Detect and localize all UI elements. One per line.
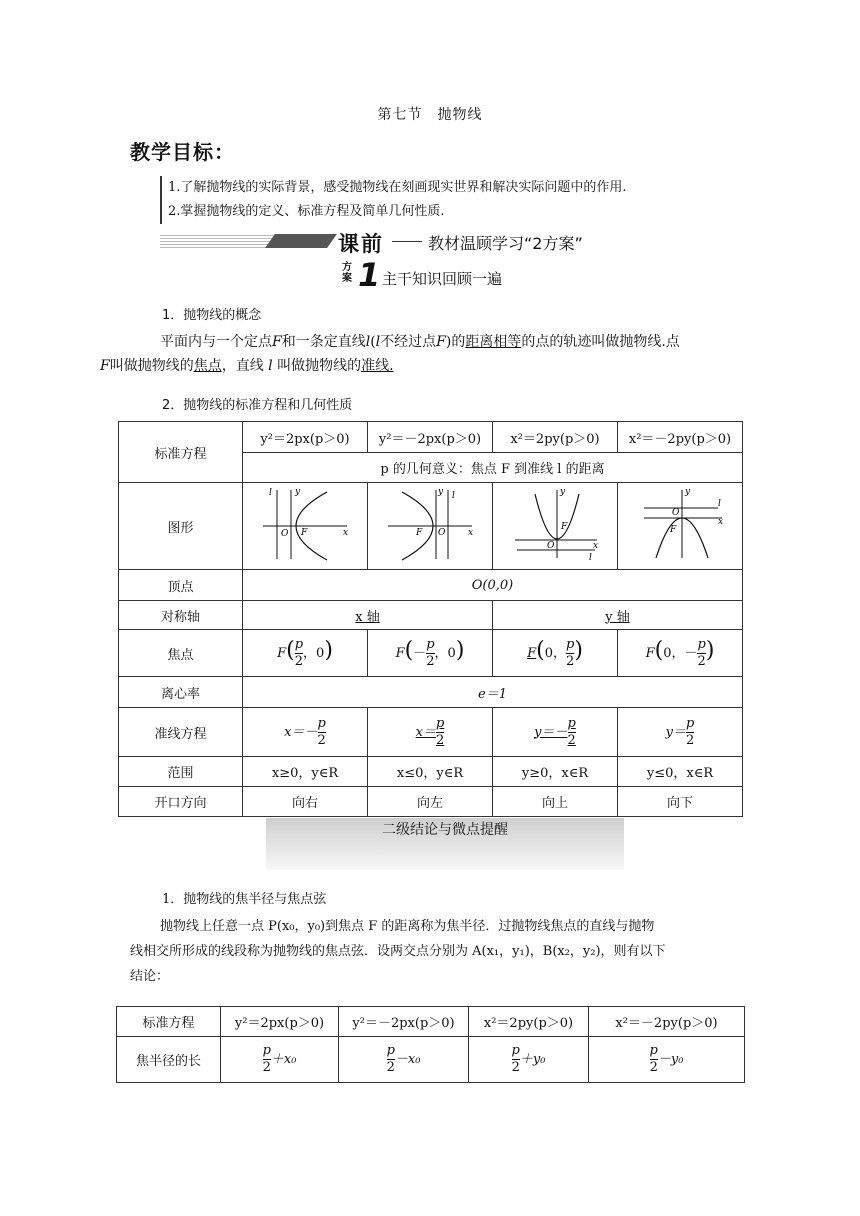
denominator: 2 bbox=[686, 732, 695, 748]
focus-pre: 0， bbox=[544, 645, 566, 661]
directrix-lhs: x＝ bbox=[415, 724, 436, 740]
paragraph-line: 线相交所形成的线段称为抛物线的焦点弦．设两交点分别为 A(x₁，y₁)，B(x₂，y₂)，则有以下 bbox=[130, 944, 666, 959]
underlined-term: 焦点 bbox=[193, 358, 222, 374]
header-cell: 标准方程 bbox=[117, 1007, 221, 1037]
row-label: 离心率 bbox=[119, 677, 243, 708]
focal-radius-rest: ＋x₀ bbox=[270, 1052, 297, 1067]
band-title: 二级结论与微点提醒 bbox=[382, 822, 508, 838]
section-banner bbox=[160, 232, 760, 294]
parabola-up-graph bbox=[505, 484, 605, 564]
focal-radius-cell bbox=[589, 1037, 745, 1083]
denominator: 2 bbox=[426, 653, 435, 669]
fraction bbox=[568, 716, 576, 749]
parabola-right-graph bbox=[255, 484, 355, 564]
graph-label-l: l bbox=[269, 488, 272, 498]
fraction bbox=[387, 1043, 395, 1076]
graph-label-x: x bbox=[718, 517, 724, 527]
page-title: 第七节 抛物线 bbox=[377, 107, 483, 123]
underlined-term: 距离相等 bbox=[465, 334, 522, 350]
focus-cell bbox=[493, 630, 618, 677]
fraction bbox=[426, 637, 434, 670]
graph-label-l: l bbox=[718, 499, 721, 509]
row-label: 图形 bbox=[119, 483, 243, 570]
text: 叫做抛物线的 bbox=[277, 358, 362, 374]
graph-label-x: x bbox=[593, 541, 599, 551]
graph-label-F: F bbox=[670, 525, 677, 535]
row-label: 范围 bbox=[119, 757, 243, 787]
banner-dash bbox=[392, 241, 422, 242]
denominator: 2 bbox=[294, 653, 303, 669]
paren: ) bbox=[324, 637, 333, 663]
focal-radius-paragraph bbox=[130, 914, 735, 989]
fraction bbox=[686, 716, 694, 749]
range-cell: y≤0，x∈R bbox=[618, 757, 743, 787]
equation-cell: y²＝－2px(p＞0) bbox=[368, 422, 493, 453]
fraction bbox=[697, 637, 705, 670]
denominator: 2 bbox=[649, 1060, 658, 1075]
denominator: 2 bbox=[697, 653, 706, 669]
goals-heading: 教学目标： bbox=[130, 140, 235, 164]
graph-cell bbox=[618, 483, 743, 570]
vertex-cell: O(0,0) bbox=[243, 570, 743, 601]
parabola-down-graph bbox=[630, 484, 730, 564]
row-label: 准线方程 bbox=[119, 708, 243, 757]
numerator: p bbox=[317, 715, 326, 731]
numerator: p bbox=[294, 636, 304, 652]
graph-label-O: O bbox=[281, 529, 289, 539]
plan-number: 1 bbox=[358, 256, 381, 294]
paren: ( bbox=[286, 637, 295, 663]
graph-label-y: y bbox=[685, 487, 691, 497]
focal-radius-cell bbox=[339, 1037, 469, 1083]
focus-pre: － bbox=[413, 645, 427, 661]
graph-label-O: O bbox=[438, 528, 446, 538]
numerator: p bbox=[686, 715, 695, 731]
denominator: 2 bbox=[262, 1060, 271, 1075]
paren: ( bbox=[404, 637, 414, 663]
graph-label-x: x bbox=[468, 528, 474, 538]
plan-label: 方案 bbox=[342, 262, 352, 284]
directrix-lhs: x＝－ bbox=[284, 724, 318, 740]
fraction bbox=[512, 1043, 520, 1076]
plan-title: 主干知识回顾一遍 bbox=[382, 270, 503, 288]
symbol-l: l bbox=[375, 334, 381, 350]
directrix-cell bbox=[493, 708, 618, 757]
graph-label-F: F bbox=[416, 528, 423, 538]
range-cell: x≥0，y∈R bbox=[243, 757, 368, 787]
focus-cell bbox=[618, 630, 743, 677]
row-label: 顶点 bbox=[119, 570, 243, 601]
graph-cell bbox=[368, 483, 493, 570]
text: 不经过点 bbox=[380, 334, 437, 350]
graph-label-O: O bbox=[547, 541, 555, 551]
symbol-F: F bbox=[100, 358, 110, 374]
banner-slant bbox=[265, 234, 337, 248]
denominator: 2 bbox=[436, 732, 445, 748]
fraction bbox=[263, 1043, 271, 1076]
goals-list bbox=[160, 176, 768, 224]
header-cell: y²＝－2px(p＞0) bbox=[339, 1007, 469, 1037]
paren: ) bbox=[574, 637, 583, 663]
banner-subtitle: 教材温顾学习“2方案” bbox=[428, 234, 583, 253]
opening-cell: 向左 bbox=[368, 787, 493, 817]
header-cell: x²＝－2py(p＞0) bbox=[589, 1007, 745, 1037]
axis-cell: x 轴 bbox=[243, 601, 493, 630]
fraction bbox=[295, 637, 303, 670]
graph-label-O: O bbox=[672, 508, 680, 518]
graph-cell bbox=[493, 483, 618, 570]
focal-radius-rest: －x₀ bbox=[394, 1052, 421, 1067]
paren: ) bbox=[705, 637, 715, 663]
graph-label-y: y bbox=[438, 487, 444, 497]
row-label: 焦半径的长 bbox=[117, 1037, 221, 1083]
fraction bbox=[650, 1043, 658, 1076]
denominator: 2 bbox=[566, 653, 575, 669]
axis-cell: y 轴 bbox=[493, 601, 743, 630]
row-label: 开口方向 bbox=[119, 787, 243, 817]
symbol-F: F bbox=[436, 334, 446, 350]
directrix-lhs: y＝ bbox=[665, 724, 687, 740]
text: 和一条定直线 bbox=[281, 334, 366, 350]
paragraph-line: 结论： bbox=[130, 969, 170, 984]
section-band bbox=[266, 818, 624, 870]
range-cell: y≥0，x∈R bbox=[493, 757, 618, 787]
p-meaning-cell: p 的几何意义：焦点 F 到准线 l 的距离 bbox=[243, 453, 743, 483]
text: 平面内与一个定点 bbox=[160, 334, 272, 350]
row-label: 标准方程 bbox=[119, 422, 243, 483]
equation-cell: x²＝2py(p＞0) bbox=[493, 422, 618, 453]
numerator: p bbox=[436, 715, 445, 731]
focus-symbol: F bbox=[395, 645, 405, 661]
focal-radius-rest: ＋y₀ bbox=[519, 1052, 546, 1067]
opening-cell: 向下 bbox=[618, 787, 743, 817]
paren: ( bbox=[536, 637, 545, 663]
graph-label-y: y bbox=[295, 487, 301, 497]
focus-post: ，0 bbox=[303, 645, 325, 661]
definition-paragraph bbox=[100, 330, 735, 378]
graph-label-x: x bbox=[343, 528, 349, 538]
paren: ( bbox=[654, 637, 664, 663]
goal-item: 1.了解抛物线的实际背景，感受抛物线在刻画现实世界和解决实际问题中的作用. bbox=[168, 180, 627, 195]
numerator: p bbox=[426, 636, 435, 652]
numerator: p bbox=[386, 1043, 395, 1058]
text: )的 bbox=[445, 334, 466, 350]
numerator: p bbox=[511, 1043, 520, 1058]
denominator: 2 bbox=[386, 1060, 395, 1075]
header-cell: y²＝2px(p＞0) bbox=[221, 1007, 339, 1037]
numerator: p bbox=[565, 636, 575, 652]
directrix-lhs: y＝－ bbox=[534, 724, 568, 740]
denominator: 2 bbox=[567, 732, 576, 748]
text: 叫做抛物线的 bbox=[109, 358, 194, 374]
section2-heading: 2．抛物线的标准方程和几何性质 bbox=[162, 398, 353, 413]
section1-heading: 1．抛物线的概念 bbox=[162, 308, 262, 323]
opening-cell: 向上 bbox=[493, 787, 618, 817]
denominator: 2 bbox=[511, 1060, 520, 1075]
graph-label-l: l bbox=[589, 553, 592, 563]
focal-radius-cell bbox=[221, 1037, 339, 1083]
directrix-cell bbox=[243, 708, 368, 757]
text: ，直线 bbox=[221, 358, 264, 374]
directrix-cell bbox=[618, 708, 743, 757]
graph-label-F: F bbox=[301, 528, 308, 538]
row-label: 焦点 bbox=[119, 630, 243, 677]
graph-label-F: F bbox=[561, 522, 568, 532]
focus-symbol: F bbox=[277, 645, 287, 661]
focus-post: ，0 bbox=[434, 645, 456, 661]
symbol-l: l bbox=[365, 334, 371, 350]
numerator: p bbox=[649, 1043, 658, 1058]
symbol-F: F bbox=[272, 334, 282, 350]
focus-symbol: F bbox=[645, 645, 655, 661]
numerator: p bbox=[567, 715, 576, 731]
range-cell: x≤0，y∈R bbox=[368, 757, 493, 787]
focus-symbol: F bbox=[527, 645, 537, 661]
equation-cell: y²＝2px(p＞0) bbox=[243, 422, 368, 453]
parabola-left-graph bbox=[380, 484, 480, 564]
text: 的点的轨迹叫做抛物线.点 bbox=[521, 334, 680, 350]
focal-radius-rest: －y₀ bbox=[657, 1052, 684, 1067]
graph-cell bbox=[243, 483, 368, 570]
text: ( bbox=[370, 334, 376, 350]
denominator: 2 bbox=[317, 732, 326, 748]
focus-pre: 0，－ bbox=[663, 645, 698, 661]
symbol-l: l bbox=[268, 358, 273, 374]
directrix-cell bbox=[368, 708, 493, 757]
goal-item: 2.掌握抛物线的定义、标准方程及简单几何性质. bbox=[168, 204, 445, 219]
row-label: 对称轴 bbox=[119, 601, 243, 630]
section3-heading: 1．抛物线的焦半径与焦点弦 bbox=[162, 892, 327, 907]
paren: ) bbox=[455, 637, 465, 663]
fraction bbox=[318, 716, 326, 749]
eccentricity-cell: e＝1 bbox=[243, 677, 743, 708]
fraction bbox=[436, 716, 444, 749]
graph-label-l: l bbox=[452, 491, 455, 501]
focal-radius-cell bbox=[469, 1037, 589, 1083]
focus-cell bbox=[243, 630, 368, 677]
parabola-properties-table bbox=[118, 421, 743, 817]
numerator: p bbox=[262, 1043, 271, 1058]
header-cell: x²＝2py(p＞0) bbox=[469, 1007, 589, 1037]
underlined-term: 准线. bbox=[361, 358, 394, 374]
focus-cell bbox=[368, 630, 493, 677]
focal-radius-table bbox=[116, 1006, 745, 1083]
paragraph-line: 抛物线上任意一点 P(x₀，y₀)到焦点 F 的距离称为焦半径．过抛物线焦点的直线与抛物 bbox=[160, 919, 655, 934]
opening-cell: 向右 bbox=[243, 787, 368, 817]
graph-label-y: y bbox=[560, 487, 566, 497]
numerator: p bbox=[697, 636, 706, 652]
equation-cell: x²＝－2py(p＞0) bbox=[618, 422, 743, 453]
banner-title: 课前 bbox=[338, 232, 384, 256]
